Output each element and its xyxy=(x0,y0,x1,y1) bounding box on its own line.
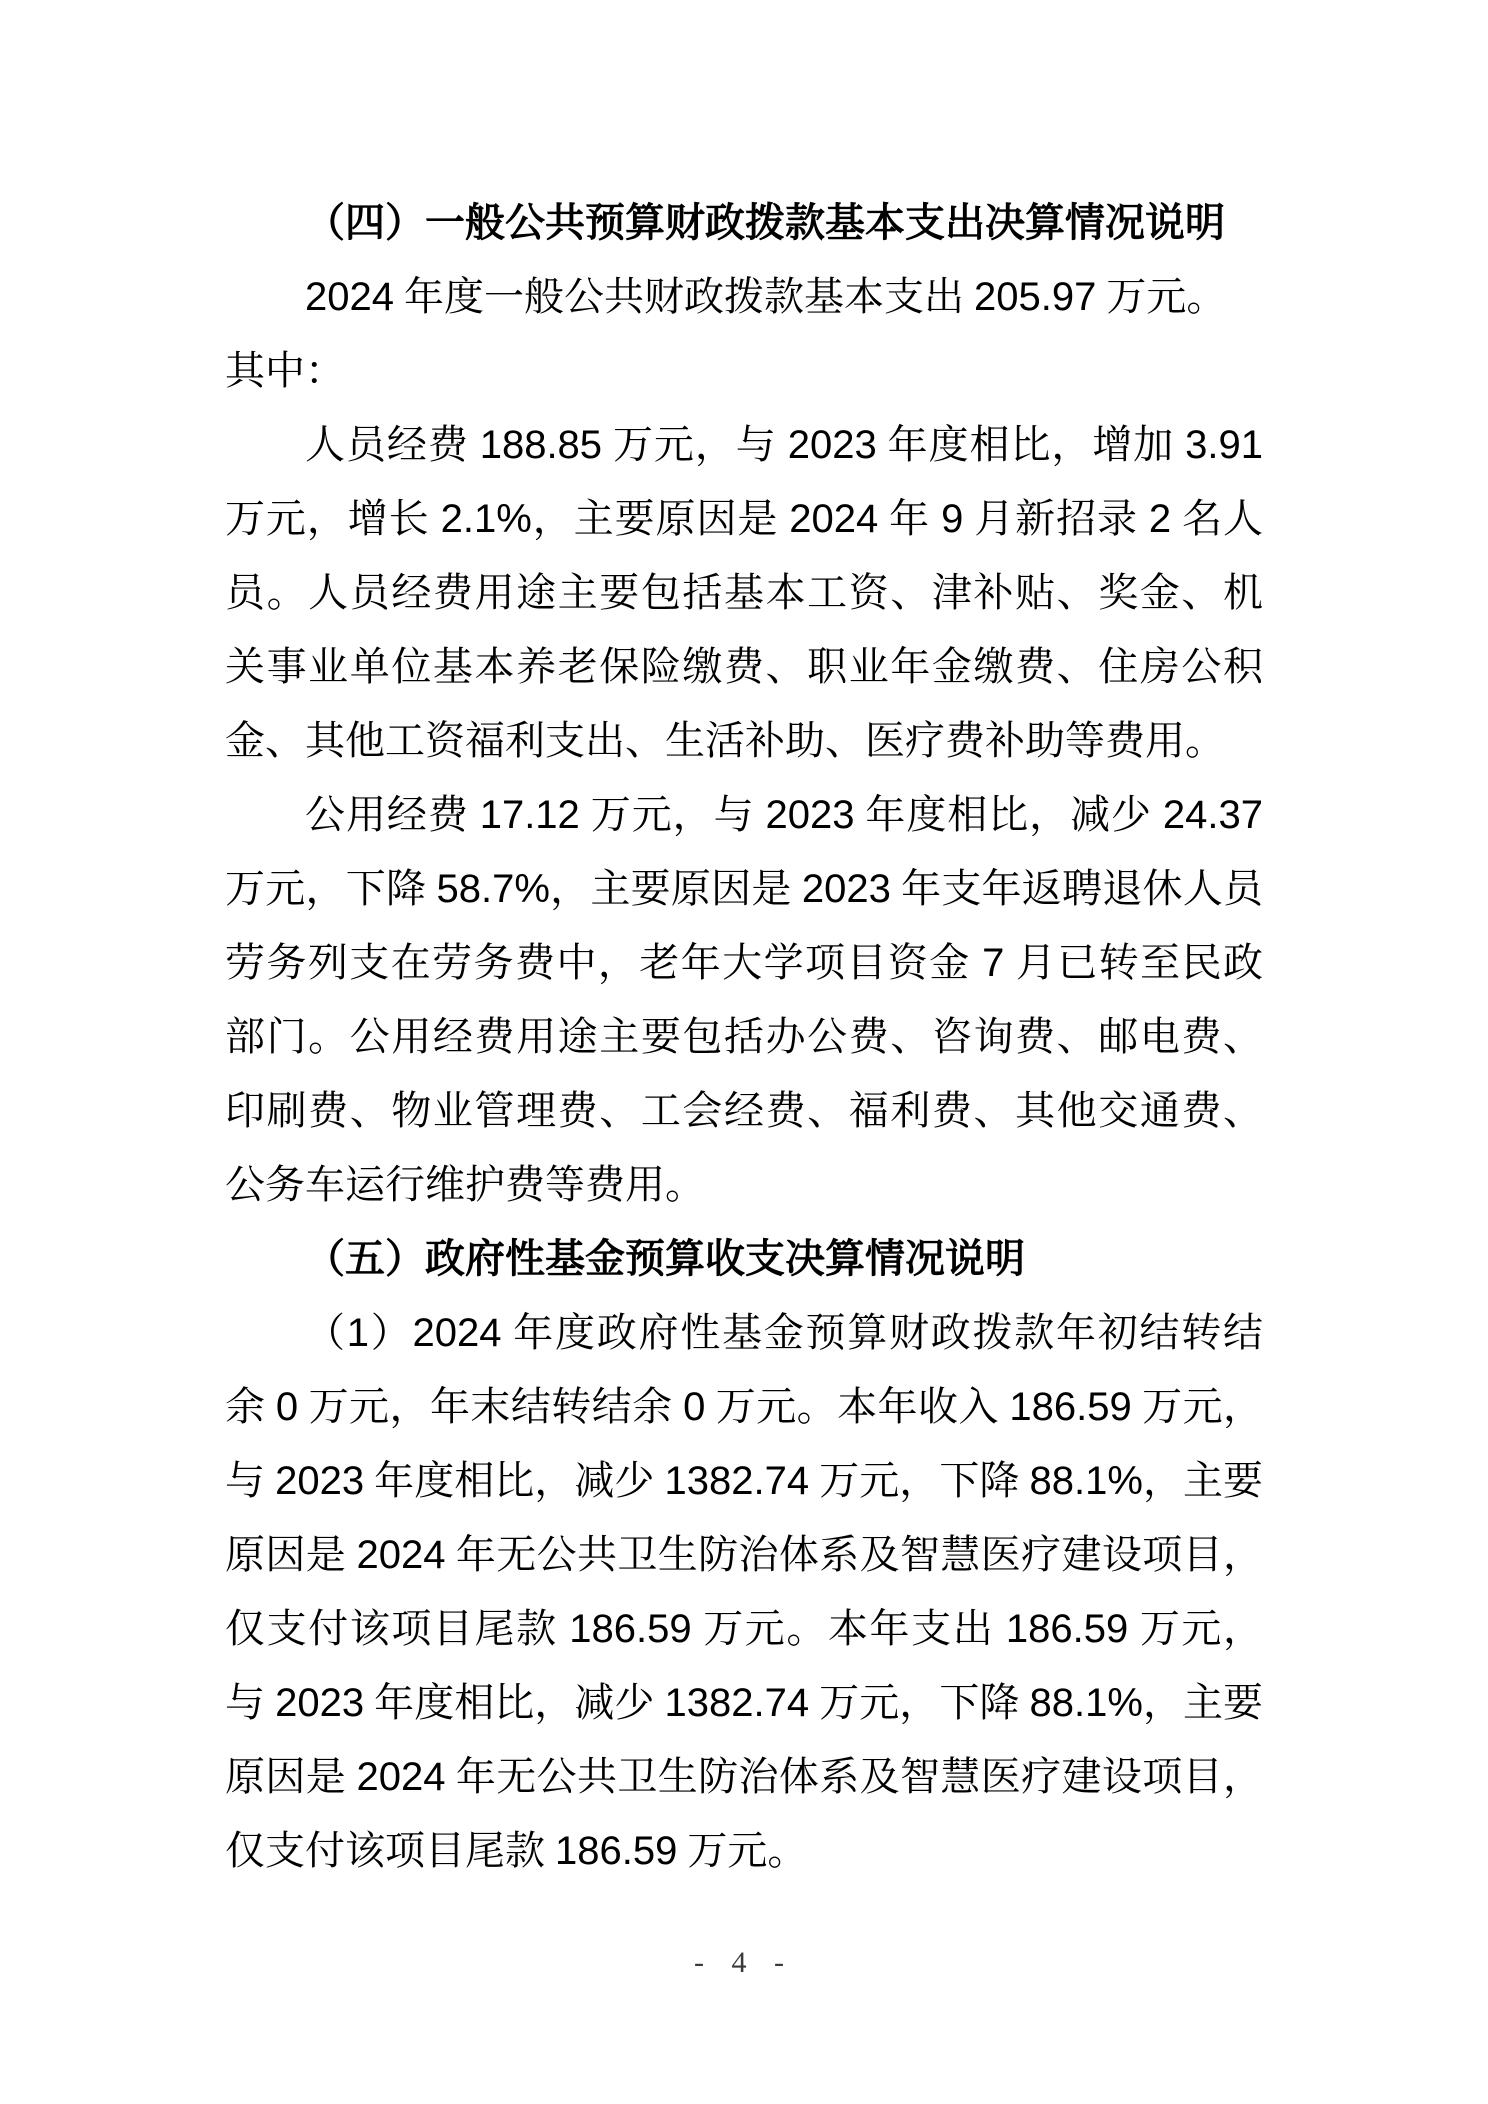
section-heading-4: （四）一般公共预算财政拨款基本支出决算情况说明 xyxy=(305,201,1225,245)
para-general-public-basic-expenditure: 2024 年度一般公共财政拨款基本支出 205.97 万元。 xyxy=(305,274,1227,319)
para-government-fund-budget: （1）2024 年度政府性基金预算财政拨款年初结转结余 0 万元，年末结转结余 0 万元。本年收入 186.59 万元，与 2023 年度相比，减少 1382.74 万元，下降 88.1%，主要原因是 2024 年无公共卫生防治体系及智慧医疗建设项目，仅支付该项目尾款 186.59 万元。本年支出 186.59 万元，与 2023 年度相比，减少 1382.74 万元，下降 88.1%，主要原因是 2024 年无公共卫生防治体系及智慧医疗建设项目，仅支付该项目尾款 186.59 万元。 xyxy=(225,1310,1264,1873)
page-footer xyxy=(0,1946,1488,1980)
section-heading-5: （五）政府性基金预算收支决算情况说明 xyxy=(305,1237,1025,1281)
para-among-which: 其中： xyxy=(225,348,345,393)
para-personnel-funds: 人员经费 188.85 万元，与 2023 年度相比，增加 3.91 万元，增长 2.1%，主要原因是 2024 年 9 月新招录 2 名人员。人员经费用途主要包括基本工资、津补贴、奖金、机关事业单位基本养老保险缴费、职业年金缴费、住房公积金、其他工资福利支出、生活补助、医疗费补助等费用。 xyxy=(225,422,1264,763)
para-public-funds: 公用经费 17.12 万元，与 2023 年度相比，减少 24.37 万元，下降 58.7%，主要原因是 2023 年支年返聘退休人员劳务列支在劳务费中，老年大学项目资金 7 月已转至民政部门。公用经费用途主要包括办公费、咨询费、邮电费、印刷费、物业管理费、工会经费、福利费、其他交通费、公务车运行维护费等费用。 xyxy=(225,792,1264,1207)
page-number: - 4 - xyxy=(694,1946,794,1979)
document-body xyxy=(225,186,1263,1888)
